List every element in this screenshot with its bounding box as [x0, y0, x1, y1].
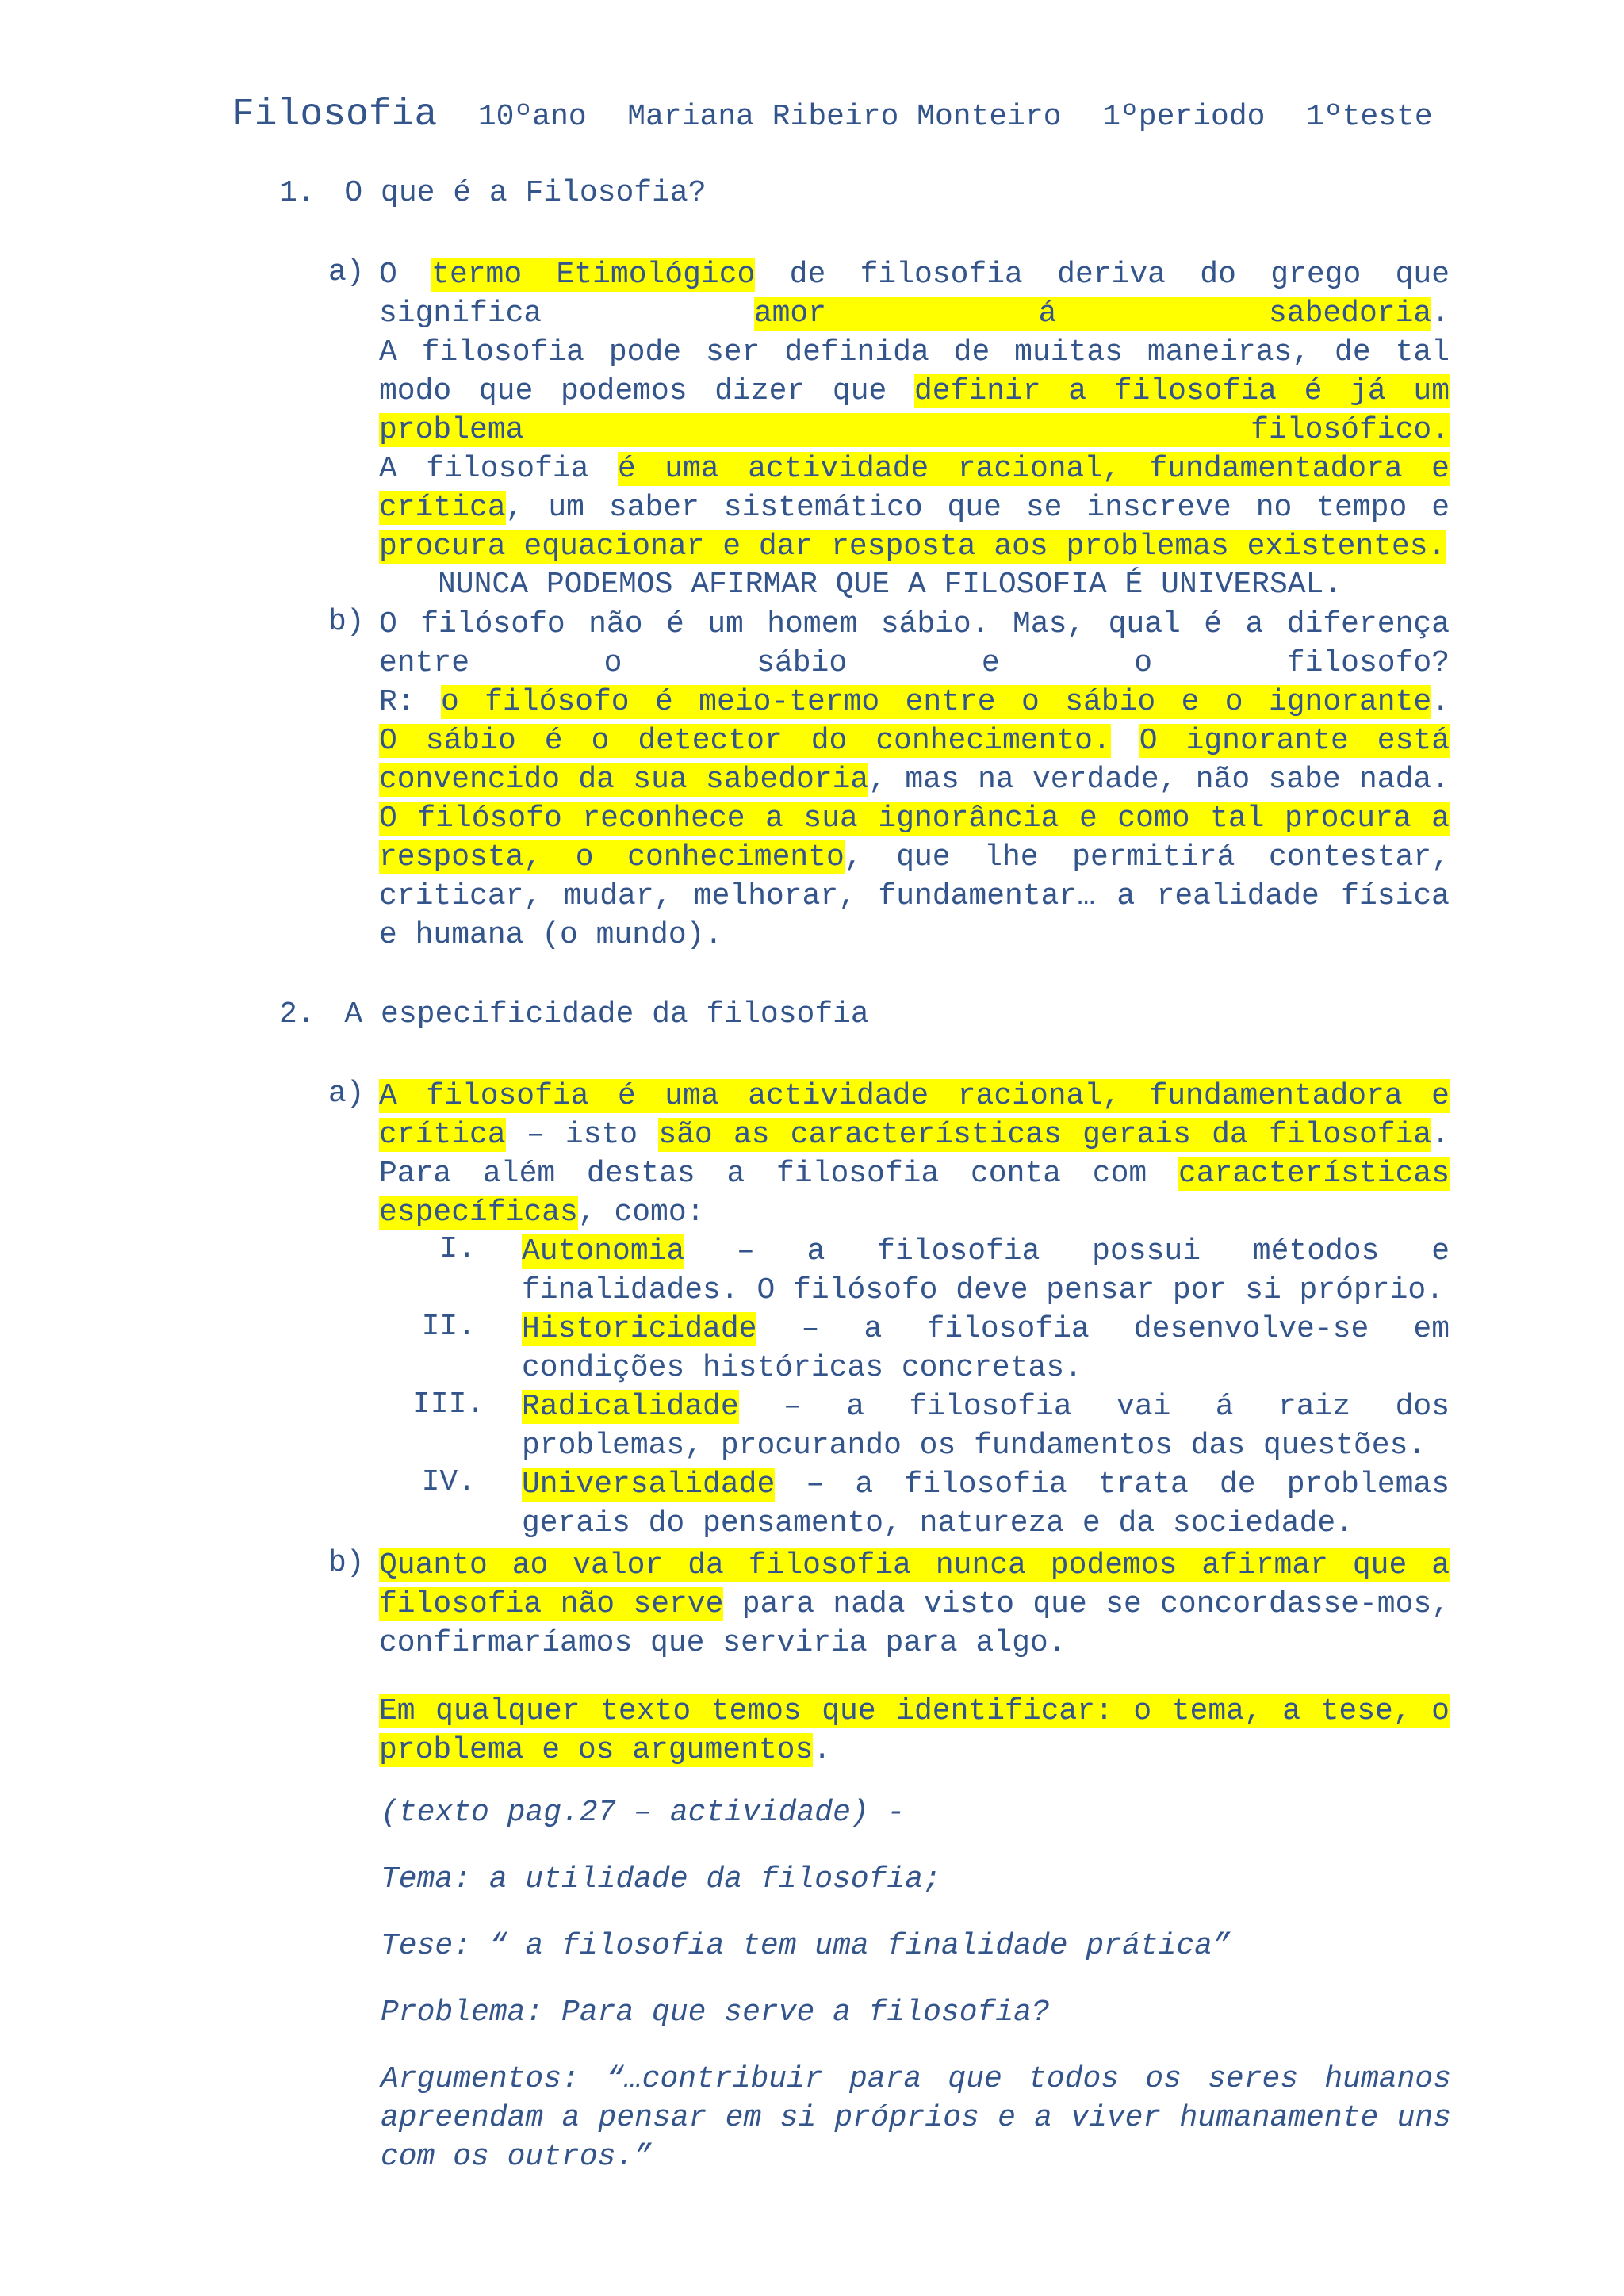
highlighted-text: O sábio é o detector do conhecimento.	[379, 724, 1111, 758]
note-universal: NUNCA PODEMOS AFIRMAR QUE A FILOSOFIA É UNIVERSAL.	[438, 568, 1342, 602]
text-segment: criticar, mudar, melhorar, fundamentar… a realidade física	[379, 879, 1450, 913]
highlighted-text: crítica	[379, 491, 506, 525]
text-segment: A filosofia pode ser definida de muitas maneiras, de tal	[379, 335, 1450, 369]
highlighted-text: definir a filosofia é já um	[914, 374, 1450, 408]
text-segment: significa	[379, 297, 754, 331]
text-line	[379, 721, 1450, 760]
text-line	[379, 1585, 1450, 1624]
text-line	[379, 644, 1450, 683]
section-1-heading	[279, 176, 707, 210]
text-line	[379, 760, 1450, 799]
text-segment: R:	[379, 685, 441, 719]
text-line	[379, 799, 1450, 838]
item-marker-2b: b)	[328, 1546, 365, 1580]
highlighted-text: problema filosófico.	[379, 413, 1450, 447]
highlighted-text: o filósofo é meio-termo entre o sábio e o ignorante	[441, 685, 1432, 719]
activity-tese: Tese: “ a filosofia tem uma finalidade prática”	[381, 1929, 1231, 1963]
text-segment: e humana (o mundo).	[379, 918, 723, 952]
highlighted-text: Radicalidade	[522, 1390, 739, 1424]
highlighted-text: O ignorante está	[1139, 724, 1450, 758]
text-line	[379, 1624, 1067, 1663]
highlighted-text: Autonomia	[522, 1234, 685, 1269]
text-line	[522, 1271, 1444, 1310]
highlighted-text: A filosofia é uma actividade racional, fundamentadora e	[379, 1079, 1450, 1113]
text-segment: .	[1431, 1118, 1450, 1152]
text-line	[379, 877, 1450, 916]
text-line	[379, 372, 1450, 411]
highlighted-text: filosofia não serve	[379, 1587, 724, 1621]
header-grade: 10ºano	[477, 100, 587, 134]
list-numeral: IV.	[421, 1465, 476, 1499]
text-segment: , mas na verdade, não sabe nada.	[868, 763, 1450, 797]
activity-tema: Tema: a utilidade da filosofia;	[381, 1862, 941, 1896]
text-segment: problemas, procurando os fundamentos das questões.	[522, 1429, 1427, 1463]
text-segment: confirmaríamos que serviria para algo.	[379, 1626, 1067, 1660]
section-2-heading	[279, 997, 869, 1031]
subject-title: Filosofia	[232, 94, 438, 136]
text-line	[379, 255, 1450, 294]
text-line	[379, 605, 1450, 644]
section-number: 2.	[279, 997, 316, 1031]
text-line	[379, 294, 1450, 333]
activity-argumentos-line-2: apreendam a pensar em si próprios e a viver humanamente uns	[381, 2101, 1451, 2135]
highlighted-text: problema e os argumentos	[379, 1733, 814, 1767]
highlighted-text: amor á sabedoria	[753, 297, 1432, 331]
text-segment: .	[1431, 297, 1450, 331]
text-line	[379, 683, 1450, 721]
text-segment: finalidades. O filósofo deve pensar por si próprio.	[522, 1273, 1444, 1307]
text-line	[379, 333, 1450, 372]
highlighted-text: O filósofo reconhece a sua ignorância e como tal procura a	[379, 802, 1450, 836]
text-segment: – a filosofia vai á raiz dos	[738, 1390, 1450, 1424]
text-line	[379, 411, 1450, 450]
section-title: O que é a Filosofia?	[344, 176, 707, 210]
activity-problema: Problema: Para que serve a filosofia?	[381, 1996, 1050, 2030]
text-segment: O	[379, 258, 432, 292]
item-marker-2a: a)	[328, 1077, 365, 1111]
text-line	[379, 1692, 1450, 1731]
text-line	[379, 1077, 1450, 1115]
text-segment: .	[813, 1733, 832, 1767]
text-line	[522, 1349, 1082, 1387]
list-numeral: III.	[412, 1387, 485, 1422]
text-segment: , como:	[577, 1196, 705, 1230]
header-period: 1ºperiodo	[1102, 100, 1266, 134]
section-number: 1.	[279, 176, 316, 210]
activity-argumentos-line-1: Argumentos: “…contribuir para que todos os seres humanos	[381, 2062, 1451, 2096]
text-segment: , que lhe permitirá contestar,	[844, 840, 1450, 874]
text-line	[379, 916, 722, 955]
highlighted-text: convencido da sua sabedoria	[379, 763, 869, 797]
text-line	[522, 1426, 1426, 1465]
text-line	[379, 527, 1446, 566]
text-segment: condições históricas concretas.	[522, 1351, 1082, 1385]
text-segment: entre o sábio e o filosofo?	[379, 646, 1450, 680]
highlighted-text: são as características gerais da filosofia	[658, 1118, 1432, 1152]
text-line	[522, 1232, 1450, 1271]
text-segment: gerais do pensamento, natureza e da sociedade.	[522, 1506, 1354, 1540]
text-segment	[1111, 724, 1139, 758]
highlighted-text: é uma actividade racional, fundamentadora e	[618, 452, 1450, 486]
text-segment: .	[1431, 685, 1450, 719]
text-line	[379, 838, 1450, 877]
highlighted-text: procura equacionar e dar resposta aos problemas existentes.	[379, 530, 1446, 564]
text-line	[522, 1310, 1450, 1349]
text-line	[522, 1465, 1450, 1504]
text-line	[379, 488, 1450, 527]
header-student: Mariana Ribeiro Monteiro	[627, 100, 1062, 134]
text-line	[379, 1546, 1450, 1585]
highlighted-text: específicas	[379, 1196, 578, 1230]
item-marker-1b: b)	[328, 605, 365, 639]
header-test: 1ºteste	[1306, 100, 1433, 134]
text-line	[379, 1154, 1450, 1193]
text-segment: – a filosofia possui métodos e	[684, 1234, 1450, 1269]
text-segment: – a filosofia desenvolve-se em	[756, 1312, 1450, 1346]
activity-reference: (texto pag.27 – actividade) -	[381, 1796, 906, 1830]
highlighted-text: Historicidade	[522, 1312, 757, 1346]
text-segment: para nada visto que se concordasse-mos,	[723, 1587, 1450, 1621]
list-numeral: II.	[421, 1310, 476, 1344]
text-segment: O filósofo não é um homem sábio. Mas, qual é a diferença	[379, 607, 1450, 641]
text-line	[379, 1193, 704, 1232]
highlighted-text: Quanto ao valor da filosofia nunca podemos afirmar que a	[379, 1548, 1450, 1582]
highlighted-text: Universalidade	[522, 1468, 776, 1502]
document-header	[232, 94, 1433, 136]
section-title: A especificidade da filosofia	[344, 997, 869, 1031]
text-line	[522, 1387, 1450, 1426]
text-segment: Para além destas a filosofia conta com	[379, 1157, 1178, 1191]
item-marker-1a: a)	[328, 255, 365, 289]
highlighted-text: características	[1178, 1157, 1450, 1191]
text-line	[522, 1504, 1354, 1543]
text-segment: – a filosofia trata de problemas	[775, 1468, 1450, 1502]
text-segment: A filosofia	[379, 452, 619, 486]
highlighted-text: Em qualquer texto temos que identificar: o tema, a tese, o	[379, 1694, 1450, 1728]
text-segment: de filosofia deriva do grego que	[755, 258, 1450, 292]
text-line	[379, 1731, 831, 1770]
text-line	[379, 450, 1450, 488]
text-segment: modo que podemos dizer que	[379, 374, 914, 408]
highlighted-text: termo Etimológico	[431, 258, 756, 292]
text-line	[379, 1115, 1450, 1154]
text-segment: , um saber sistemático que se inscreve no tempo e	[505, 491, 1450, 525]
highlighted-text: resposta, o conhecimento	[379, 840, 845, 874]
highlighted-text: crítica	[379, 1118, 506, 1152]
activity-argumentos-line-3: com os outros.”	[381, 2140, 653, 2174]
list-numeral: I.	[439, 1232, 476, 1266]
text-segment: – isto	[505, 1118, 659, 1152]
